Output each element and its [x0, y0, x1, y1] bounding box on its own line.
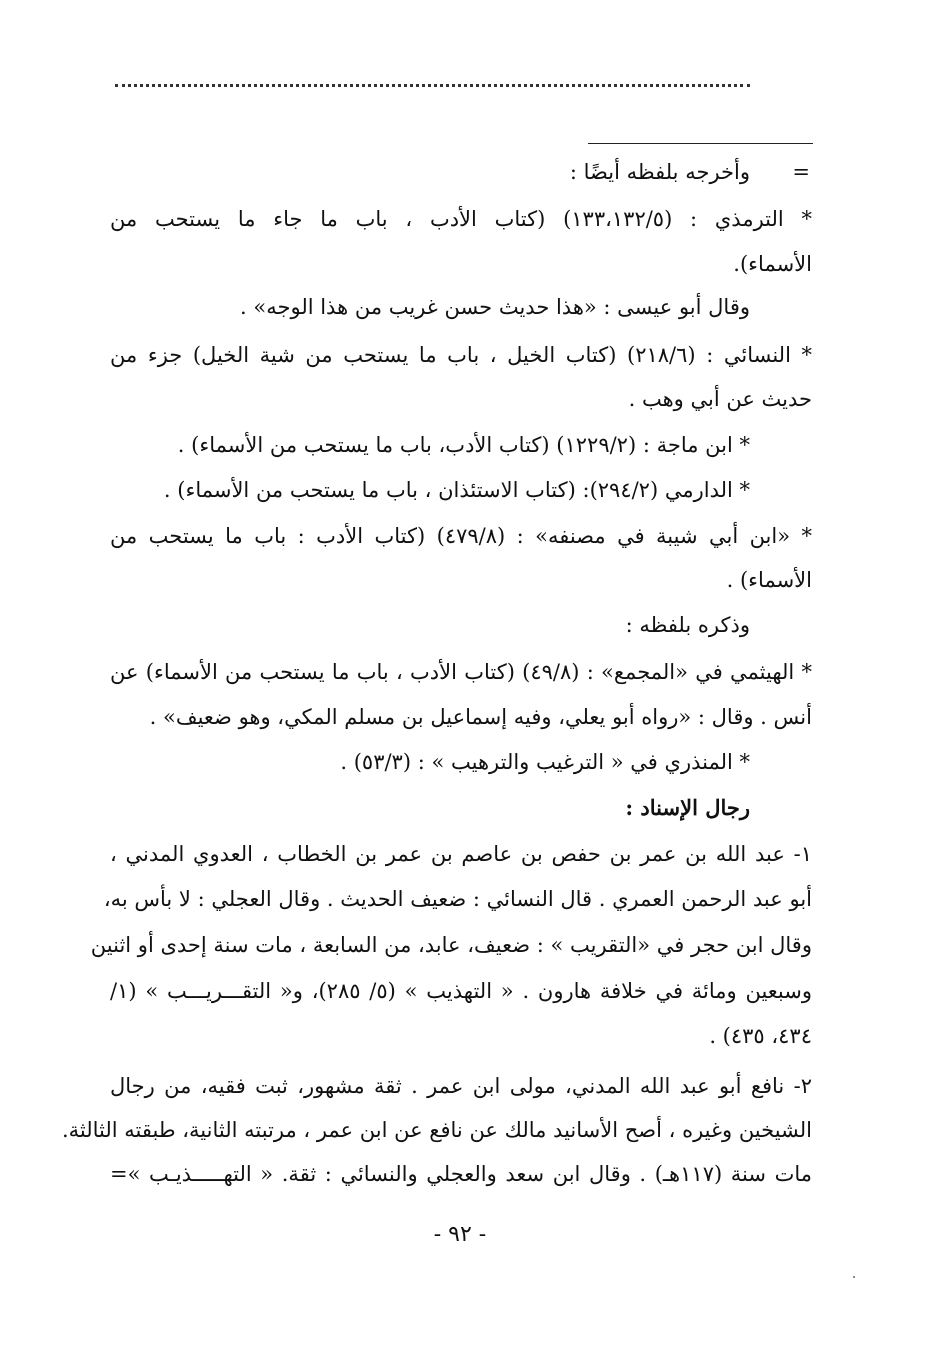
footnote-line: وذكره بلفظه : [625, 613, 750, 637]
body-line: ١- عبد الله بن عمر بن حفص بن عاصم بن عمر بن الخطاب ، العدوي المدني ، [110, 842, 812, 866]
footnote-line: * ابن ماجة : (١٢٢٩/٢) (كتاب الأدب، باب ما يستحب من الأسماء) . [177, 433, 750, 457]
body-line: أبو عبد الرحمن العمري . قال النسائي : ضعيف الحديث . وقال العجلي : لا بأس به، [103, 887, 812, 911]
body-line: الشيخين وغيره ، أصح الأسانيد مالك عن نافع عن ابن عمر ، مرتبته الثانية، طبقته الثالثة. [61, 1118, 812, 1142]
footnote-line: أنس . وقال : «رواه أبو يعلي، وفيه إسماعيل بن مسلم المكي، وهو ضعيف» . [149, 705, 812, 729]
footnote-line: * الهيثمي في «المجمع» : (٤٩/٨) (كتاب الأدب ، باب ما يستحب من الأسماء) عن [110, 660, 812, 684]
page-number: - ٩٢ - [433, 1222, 487, 1247]
continuation-mark: = [792, 160, 810, 184]
footnote-rule [588, 143, 813, 144]
header-dotted-separator [115, 84, 750, 87]
footnote-line: وأخرجه بلفظه أيضًا : [569, 160, 750, 184]
footnote-line: * «ابن أبي شيبة في مصنفه» : (٤٧٩/٨) (كتاب الأدب : باب ما يستحب من [110, 524, 812, 548]
footnote-line: الأسماء) . [726, 568, 812, 592]
scan-speck [853, 1276, 855, 1278]
section-heading: رجال الإسناد : [625, 795, 750, 820]
footnote-line: * الدارمي (٢٩٤/٢): (كتاب الاستئذان ، باب ما يستحب من الأسماء) . [163, 478, 750, 502]
footnote-line: * النسائي : (٢١٨/٦) (كتاب الخيل ، باب ما يستحب من شية الخيل) جزء من [110, 343, 812, 367]
body-line: ٢- نافع أبو عبد الله المدني، مولى ابن عمر . ثقة مشهور، ثبت فقيه، من رجال [110, 1074, 813, 1098]
footnote-line: حديث عن أبي وهب . [628, 387, 812, 411]
body-line: وقال ابن حجر في «التقريب » : ضعيف، عابد، من السابعة ، مات سنة إحدى أو اثنين [90, 933, 812, 957]
body-line: مات سنة (١١٧هـ) . وقال ابن سعد والعجلي والنسائي : ثقة. « التهـــــذيـب »= [110, 1162, 812, 1186]
body-line: وسبعين ومائة في خلافة هارون . « التهذيب » (٥/ ٢٨٥)، و« التقـــريـــب » (١/ [110, 979, 812, 1003]
footnote-line: * الترمذي : (١٣٣،١٣٢/٥) (كتاب الأدب ، باب ما جاء ما يستحب من [110, 207, 812, 231]
body-line: ٤٣٤، ٤٣٥) . [709, 1024, 812, 1048]
footnote-line: * المنذري في « الترغيب والترهيب » : (٥٣/٣) . [340, 750, 750, 774]
footnote-line: وقال أبو عيسى : «هذا حديث حسن غريب من هذا الوجه» . [240, 295, 750, 319]
footnote-line: الأسماء). [733, 252, 812, 276]
